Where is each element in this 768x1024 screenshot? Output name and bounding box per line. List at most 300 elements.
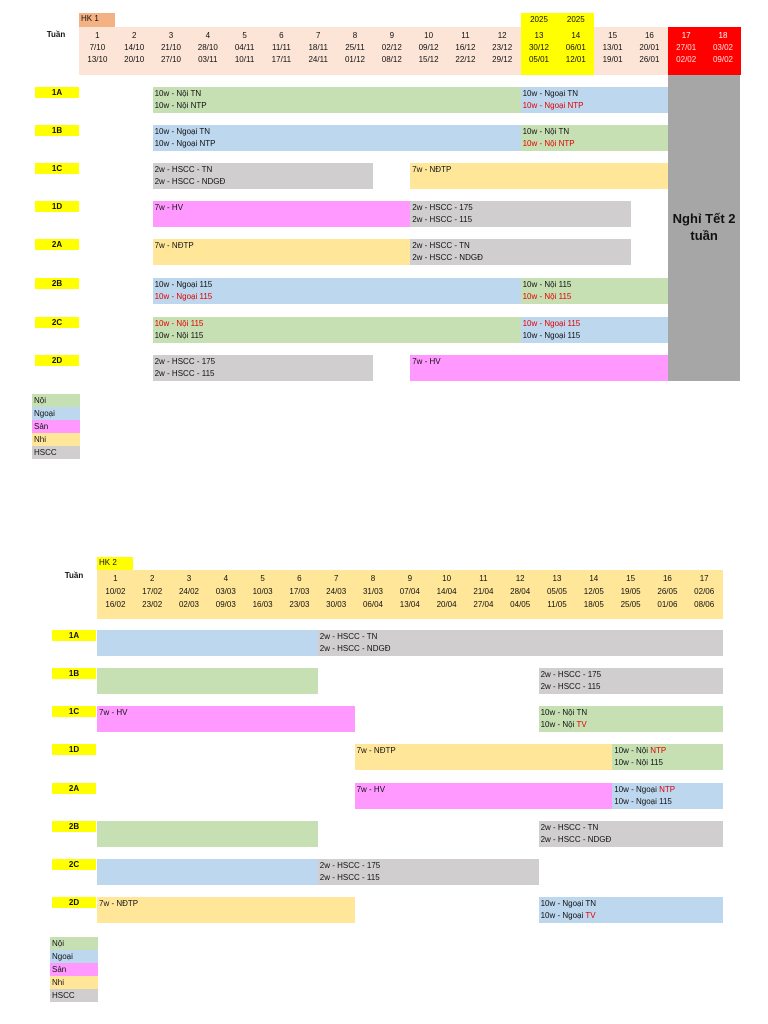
bar-line xyxy=(541,910,721,922)
legend-item xyxy=(50,963,98,976)
week-num: 16 xyxy=(644,31,654,40)
bar-line xyxy=(155,240,409,252)
week-end: 24/11 xyxy=(308,55,328,64)
class-label xyxy=(35,317,79,328)
class-label-text: 1C xyxy=(68,707,80,716)
week-end: 11/05 xyxy=(547,600,567,609)
class-label-text: 2A xyxy=(68,784,80,793)
week-start: 28/10 xyxy=(197,43,218,52)
class-label-text: 2C xyxy=(68,860,80,869)
week-start: 06/01 xyxy=(565,43,586,52)
hk2-label: HK 2 xyxy=(99,558,117,567)
bar-line xyxy=(541,719,721,731)
week-end: 09/03 xyxy=(215,600,236,609)
schedule-bar xyxy=(97,630,318,656)
bar-text: 2w - HSCC - TN xyxy=(412,241,470,250)
bar-line xyxy=(614,745,720,757)
bar-text: 7w - NĐTP xyxy=(356,746,396,755)
week-end: 26/01 xyxy=(639,55,660,64)
class-label xyxy=(52,897,96,908)
bar-line xyxy=(320,872,537,884)
bar-text: 7w - HV xyxy=(99,708,128,717)
week-end: 13/10 xyxy=(87,55,108,64)
week-start: 14/10 xyxy=(124,43,145,52)
bar-line xyxy=(541,707,721,719)
week-end: 16/02 xyxy=(105,600,126,609)
week-header xyxy=(575,570,612,619)
bar-text: NTP xyxy=(659,785,676,794)
bar-line xyxy=(155,126,519,138)
week-start: 02/12 xyxy=(381,43,402,52)
tuan-text: Tuần xyxy=(64,571,84,580)
class-label-text: 2D xyxy=(68,898,80,907)
class-label xyxy=(35,163,79,174)
week-num: 8 xyxy=(370,574,376,583)
week-header xyxy=(465,570,502,619)
schedule-bar xyxy=(521,278,668,304)
bar-text: 10w - Nội 115 xyxy=(522,280,572,289)
week-header xyxy=(631,27,668,75)
bar-text: 7w - NĐTP xyxy=(99,899,139,908)
week-num: 10 xyxy=(424,31,434,40)
week-start: 24/02 xyxy=(178,587,199,596)
class-label-text: 1D xyxy=(51,202,63,211)
bar-text: 10w - Ngoại NTP xyxy=(522,101,584,110)
week-header xyxy=(649,570,686,619)
schedule-bar xyxy=(539,897,723,923)
week-num: 7 xyxy=(315,31,321,40)
schedule-bar xyxy=(521,87,668,113)
week-start: 16/12 xyxy=(455,43,476,52)
legend-label: Ngoại xyxy=(34,409,55,418)
schedule-bar xyxy=(153,278,521,304)
week-num: 17 xyxy=(699,574,709,583)
bar-line xyxy=(99,898,353,910)
week-end: 12/01 xyxy=(565,55,586,64)
week-start: 11/11 xyxy=(271,43,291,52)
bar-text: 2w - HSCC - 175 xyxy=(412,203,473,212)
hk1-tab xyxy=(79,13,115,27)
class-label xyxy=(52,630,96,641)
week-end: 01/12 xyxy=(344,55,365,64)
tuan-label xyxy=(54,572,94,584)
week-end: 23/03 xyxy=(289,600,310,609)
week-num: 13 xyxy=(534,31,544,40)
schedule-bar xyxy=(355,783,613,809)
bar-text: 2w - HSCC - 115 xyxy=(540,682,601,691)
class-label-text: 2D xyxy=(51,356,63,365)
week-header xyxy=(337,27,374,75)
week-header xyxy=(502,570,539,619)
class-label-text: 1C xyxy=(51,164,63,173)
week-start: 14/04 xyxy=(436,587,457,596)
week-num: 6 xyxy=(279,31,284,40)
bar-text: 2w - HSCC - 115 xyxy=(412,215,473,224)
bar-line xyxy=(320,643,721,655)
week-num: 2 xyxy=(131,31,137,40)
week-header xyxy=(281,570,318,619)
week-start: 24/03 xyxy=(326,587,347,596)
schedule-bar xyxy=(539,706,723,732)
legend-item xyxy=(32,446,80,459)
week-start: 19/05 xyxy=(620,587,641,596)
bar-line xyxy=(523,100,666,112)
week-header xyxy=(134,570,171,619)
schedule-bar xyxy=(521,125,668,151)
week-num: 18 xyxy=(718,31,728,40)
bar-line xyxy=(99,707,353,719)
bar-text: TV xyxy=(576,720,587,729)
week-num: 3 xyxy=(186,574,192,583)
week-header xyxy=(410,27,447,75)
schedule-bar xyxy=(153,201,411,227)
schedule-bar xyxy=(318,630,723,656)
bar-text: 10w - Ngoại 115 xyxy=(522,331,581,340)
week-header xyxy=(612,570,649,619)
legend-label: Ngoại xyxy=(52,952,73,961)
week-num: 12 xyxy=(497,31,507,40)
schedule-bar xyxy=(410,163,668,189)
week-start: 30/12 xyxy=(528,43,549,52)
class-label-text: 2B xyxy=(68,822,80,831)
class-label xyxy=(35,201,79,212)
week-header xyxy=(226,27,263,75)
legend-label: Nhi xyxy=(52,978,65,987)
week-num: 4 xyxy=(205,31,211,40)
bar-line xyxy=(523,291,666,303)
bar-text: 10w - Nội NTP xyxy=(154,101,207,110)
bar-text: 10w - Ngoại xyxy=(614,785,660,794)
week-end: 20/04 xyxy=(436,600,457,609)
week-num: 6 xyxy=(297,574,302,583)
legend-label: Nhi xyxy=(34,435,47,444)
bar-text: 7w - HV xyxy=(154,203,184,212)
schedule-bar xyxy=(410,355,668,381)
week-header xyxy=(318,570,355,619)
bar-line xyxy=(523,126,666,138)
week-start: 10/03 xyxy=(252,587,273,596)
week-header xyxy=(686,570,723,619)
tet-holiday-block xyxy=(668,75,741,381)
week-header xyxy=(79,27,116,75)
class-label-text: 2B xyxy=(51,279,63,288)
bar-line xyxy=(412,240,629,252)
bar-line xyxy=(523,279,666,291)
week-header xyxy=(594,27,631,75)
week-start: 28/04 xyxy=(510,587,531,596)
week-start: 02/06 xyxy=(694,587,715,596)
tuan-text: Tuần xyxy=(46,30,66,39)
schedule-bar xyxy=(97,706,355,732)
week-year-text: 2025 xyxy=(566,15,585,24)
week-start: 03/03 xyxy=(215,587,236,596)
bar-text: 7w - NĐTP xyxy=(154,241,194,250)
bar-text: 10w - Nội 115 xyxy=(154,319,204,328)
week-header xyxy=(171,570,208,619)
week-end: 04/05 xyxy=(510,600,531,609)
bar-text: 2w - HSCC - TN xyxy=(319,632,378,641)
week-start: 03/02 xyxy=(712,43,733,52)
week-end: 18/05 xyxy=(583,600,604,609)
bar-line xyxy=(155,368,372,380)
bar-line xyxy=(412,214,629,226)
class-label xyxy=(52,744,96,755)
week-start: 05/05 xyxy=(546,587,567,596)
week-num: 4 xyxy=(223,574,229,583)
week-start: 17/03 xyxy=(289,587,310,596)
class-label xyxy=(52,859,96,870)
week-end: 06/04 xyxy=(362,600,383,609)
week-end: 08/06 xyxy=(694,600,715,609)
bar-line xyxy=(320,860,537,872)
week-end: 23/02 xyxy=(142,600,163,609)
bar-line xyxy=(357,745,611,757)
legend-label: HSCC xyxy=(52,991,75,1000)
bar-text: 10w - Nội TN xyxy=(154,89,202,98)
bar-text: 7w - HV xyxy=(412,357,441,366)
legend-label: HSCC xyxy=(34,448,57,457)
bar-text: 2w - HSCC - 175 xyxy=(540,670,602,679)
week-end: 22/12 xyxy=(455,55,476,64)
week-num: 16 xyxy=(662,574,672,583)
bar-text: 2w - HSCC - TN xyxy=(540,823,599,832)
bar-text: 10w - Ngoại 115 xyxy=(522,319,581,328)
bar-line xyxy=(541,681,721,693)
week-header xyxy=(207,570,244,619)
week-start: 31/03 xyxy=(362,587,383,596)
week-end: 27/04 xyxy=(473,600,494,609)
legend-item xyxy=(50,989,98,1002)
schedule-bar xyxy=(97,859,318,885)
week-start: 20/01 xyxy=(639,43,660,52)
week-start: 27/01 xyxy=(676,43,697,52)
legend-item xyxy=(50,950,98,963)
bar-text: TV xyxy=(585,911,596,920)
week-start: 26/05 xyxy=(657,587,678,596)
week-num: 9 xyxy=(389,31,395,40)
week-end: 13/04 xyxy=(399,600,420,609)
class-label-text: 2C xyxy=(51,318,63,327)
week-end: 01/06 xyxy=(657,600,678,609)
bar-text: 10w - Ngoại TN xyxy=(540,899,597,908)
schedule-bar xyxy=(539,668,723,694)
week-start: 18/11 xyxy=(308,43,328,52)
bar-text: 2w - HSCC - 115 xyxy=(319,873,380,882)
week-num: 1 xyxy=(113,574,118,583)
bar-text: 10w - Ngoại NTP xyxy=(154,139,216,148)
week-end: 02/03 xyxy=(178,600,199,609)
week-end: 29/12 xyxy=(492,55,513,64)
schedule-bar xyxy=(97,897,355,923)
class-label-text: 1A xyxy=(51,88,63,97)
class-label-text: 1B xyxy=(68,669,80,678)
week-header xyxy=(153,27,190,75)
week-start: 17/02 xyxy=(142,587,163,596)
class-label-text: 2A xyxy=(51,240,63,249)
week-end: 08/12 xyxy=(381,55,402,64)
schedule-bar xyxy=(97,668,318,694)
bar-line xyxy=(541,898,721,910)
bar-line xyxy=(155,164,372,176)
bar-text: 2w - HSCC - NDGĐ xyxy=(412,253,483,262)
week-header xyxy=(300,27,337,75)
bar-line xyxy=(614,757,720,769)
week-start: 12/05 xyxy=(583,587,604,596)
hk2-tab xyxy=(97,557,133,571)
week-start: 7/10 xyxy=(89,43,106,52)
week-start: 13/01 xyxy=(602,43,623,52)
week-header xyxy=(668,27,705,75)
week-start: 10/02 xyxy=(105,587,126,596)
bar-line xyxy=(541,834,721,846)
class-label xyxy=(35,87,79,98)
bar-line xyxy=(155,202,409,214)
week-end: 05/01 xyxy=(528,55,549,64)
week-end: 30/03 xyxy=(326,600,347,609)
schedule-bar xyxy=(97,821,318,847)
bar-line xyxy=(155,356,372,368)
bar-line xyxy=(155,291,519,303)
week-start: 21/10 xyxy=(160,43,181,52)
class-label-text: 1B xyxy=(51,126,63,135)
week-end: 10/11 xyxy=(234,55,255,64)
bar-line xyxy=(155,318,519,330)
schedule-bar xyxy=(153,355,374,381)
week-end: 02/02 xyxy=(676,55,697,64)
bar-line xyxy=(614,784,720,796)
bar-text: 10w - Ngoại xyxy=(540,911,586,920)
week-num: 2 xyxy=(149,574,155,583)
week-end: 16/03 xyxy=(252,600,273,609)
class-label xyxy=(35,278,79,289)
schedule-bar xyxy=(612,744,722,770)
legend-item xyxy=(32,433,80,446)
schedule-bar xyxy=(153,87,521,113)
week-header xyxy=(521,27,558,75)
bar-line xyxy=(523,138,666,150)
bar-line xyxy=(155,330,519,342)
bar-line xyxy=(155,138,519,150)
bar-line xyxy=(412,202,629,214)
week-start: 09/12 xyxy=(418,43,439,52)
week-year-text: 2025 xyxy=(530,15,548,24)
legend-item xyxy=(32,420,80,433)
bar-text: 2w - HSCC - NDGĐ xyxy=(540,835,612,844)
bar-text: 10w - Ngoại TN xyxy=(522,89,579,98)
schedule-bar xyxy=(539,821,723,847)
bar-text: 2w - HSCC - NDGĐ xyxy=(154,177,226,186)
bar-text: 10w - Nội TN xyxy=(540,708,588,717)
schedule-bar xyxy=(153,239,411,265)
week-header xyxy=(539,570,576,619)
bar-line xyxy=(412,164,666,176)
week-header xyxy=(484,27,521,75)
schedule-bar xyxy=(318,859,539,885)
week-end: 27/10 xyxy=(160,55,181,64)
legend-item xyxy=(32,394,80,407)
bar-line xyxy=(412,356,666,368)
schedule-bar xyxy=(355,744,613,770)
bar-text: 7w - NĐTP xyxy=(412,165,452,174)
week-header xyxy=(447,27,484,75)
week-start: 25/11 xyxy=(345,43,365,52)
legend-item xyxy=(50,937,98,950)
week-header xyxy=(355,570,392,619)
schedule-bar xyxy=(612,783,722,809)
tet-label: Nghỉ Tết 2 tuần xyxy=(672,211,736,243)
week-end: 20/10 xyxy=(124,55,145,64)
bar-text: 7w - HV xyxy=(356,785,386,794)
week-num: 13 xyxy=(552,574,562,583)
schedule-bar xyxy=(153,125,521,151)
bar-text: 10w - Ngoại 115 xyxy=(154,280,213,289)
bar-line xyxy=(523,318,666,330)
week-num: 3 xyxy=(168,31,174,40)
week-header xyxy=(263,27,300,75)
week-num: 14 xyxy=(589,574,599,583)
class-label-text: 1A xyxy=(68,631,80,640)
bar-text: 2w - HSCC - 175 xyxy=(154,357,216,366)
legend-item xyxy=(50,976,98,989)
bar-line xyxy=(155,176,372,188)
bar-text: 10w - Ngoại 115 xyxy=(154,292,213,301)
bar-text: 10w - Nội 115 xyxy=(522,292,572,301)
class-label xyxy=(52,783,96,794)
week-start: 07/04 xyxy=(399,587,420,596)
bar-line xyxy=(155,279,519,291)
bar-text: 10w - Nội 115 xyxy=(614,758,663,767)
bar-text: 2w - HSCC - NDGĐ xyxy=(319,644,391,653)
legend-label: Sản xyxy=(34,422,49,431)
week-header xyxy=(391,570,428,619)
tuan-label xyxy=(36,31,76,43)
class-label-text: 1D xyxy=(68,745,80,754)
class-label xyxy=(52,668,96,679)
week-end: 09/02 xyxy=(712,55,733,64)
bar-line xyxy=(614,796,720,808)
bar-text: 10w - Nội xyxy=(540,720,577,729)
class-label xyxy=(52,706,96,717)
bar-line xyxy=(320,631,721,643)
schedule-bar xyxy=(410,201,631,227)
bar-text: 10w - Nội TN xyxy=(522,127,570,136)
week-header xyxy=(373,27,410,75)
bar-text: 2w - HSCC - 115 xyxy=(154,369,215,378)
bar-line xyxy=(357,784,611,796)
bar-line xyxy=(155,88,519,100)
week-start: 21/04 xyxy=(473,587,494,596)
week-num: 1 xyxy=(95,31,100,40)
week-num: 9 xyxy=(407,574,413,583)
week-start: 04/11 xyxy=(234,43,255,52)
bar-text: 10w - Nội xyxy=(614,746,651,755)
bar-text: NTP xyxy=(650,746,667,755)
week-num: 14 xyxy=(571,31,581,40)
week-header xyxy=(428,570,465,619)
week-year xyxy=(557,13,594,27)
class-label xyxy=(35,355,79,366)
week-num: 15 xyxy=(608,31,618,40)
week-header xyxy=(116,27,153,75)
class-label xyxy=(35,239,79,250)
week-num: 17 xyxy=(681,31,691,40)
week-num: 12 xyxy=(515,574,525,583)
week-num: 11 xyxy=(479,574,488,583)
hk1-label: HK 1 xyxy=(81,14,99,23)
class-label xyxy=(35,125,79,136)
week-num: 7 xyxy=(333,574,339,583)
week-num: 11 xyxy=(461,31,470,40)
